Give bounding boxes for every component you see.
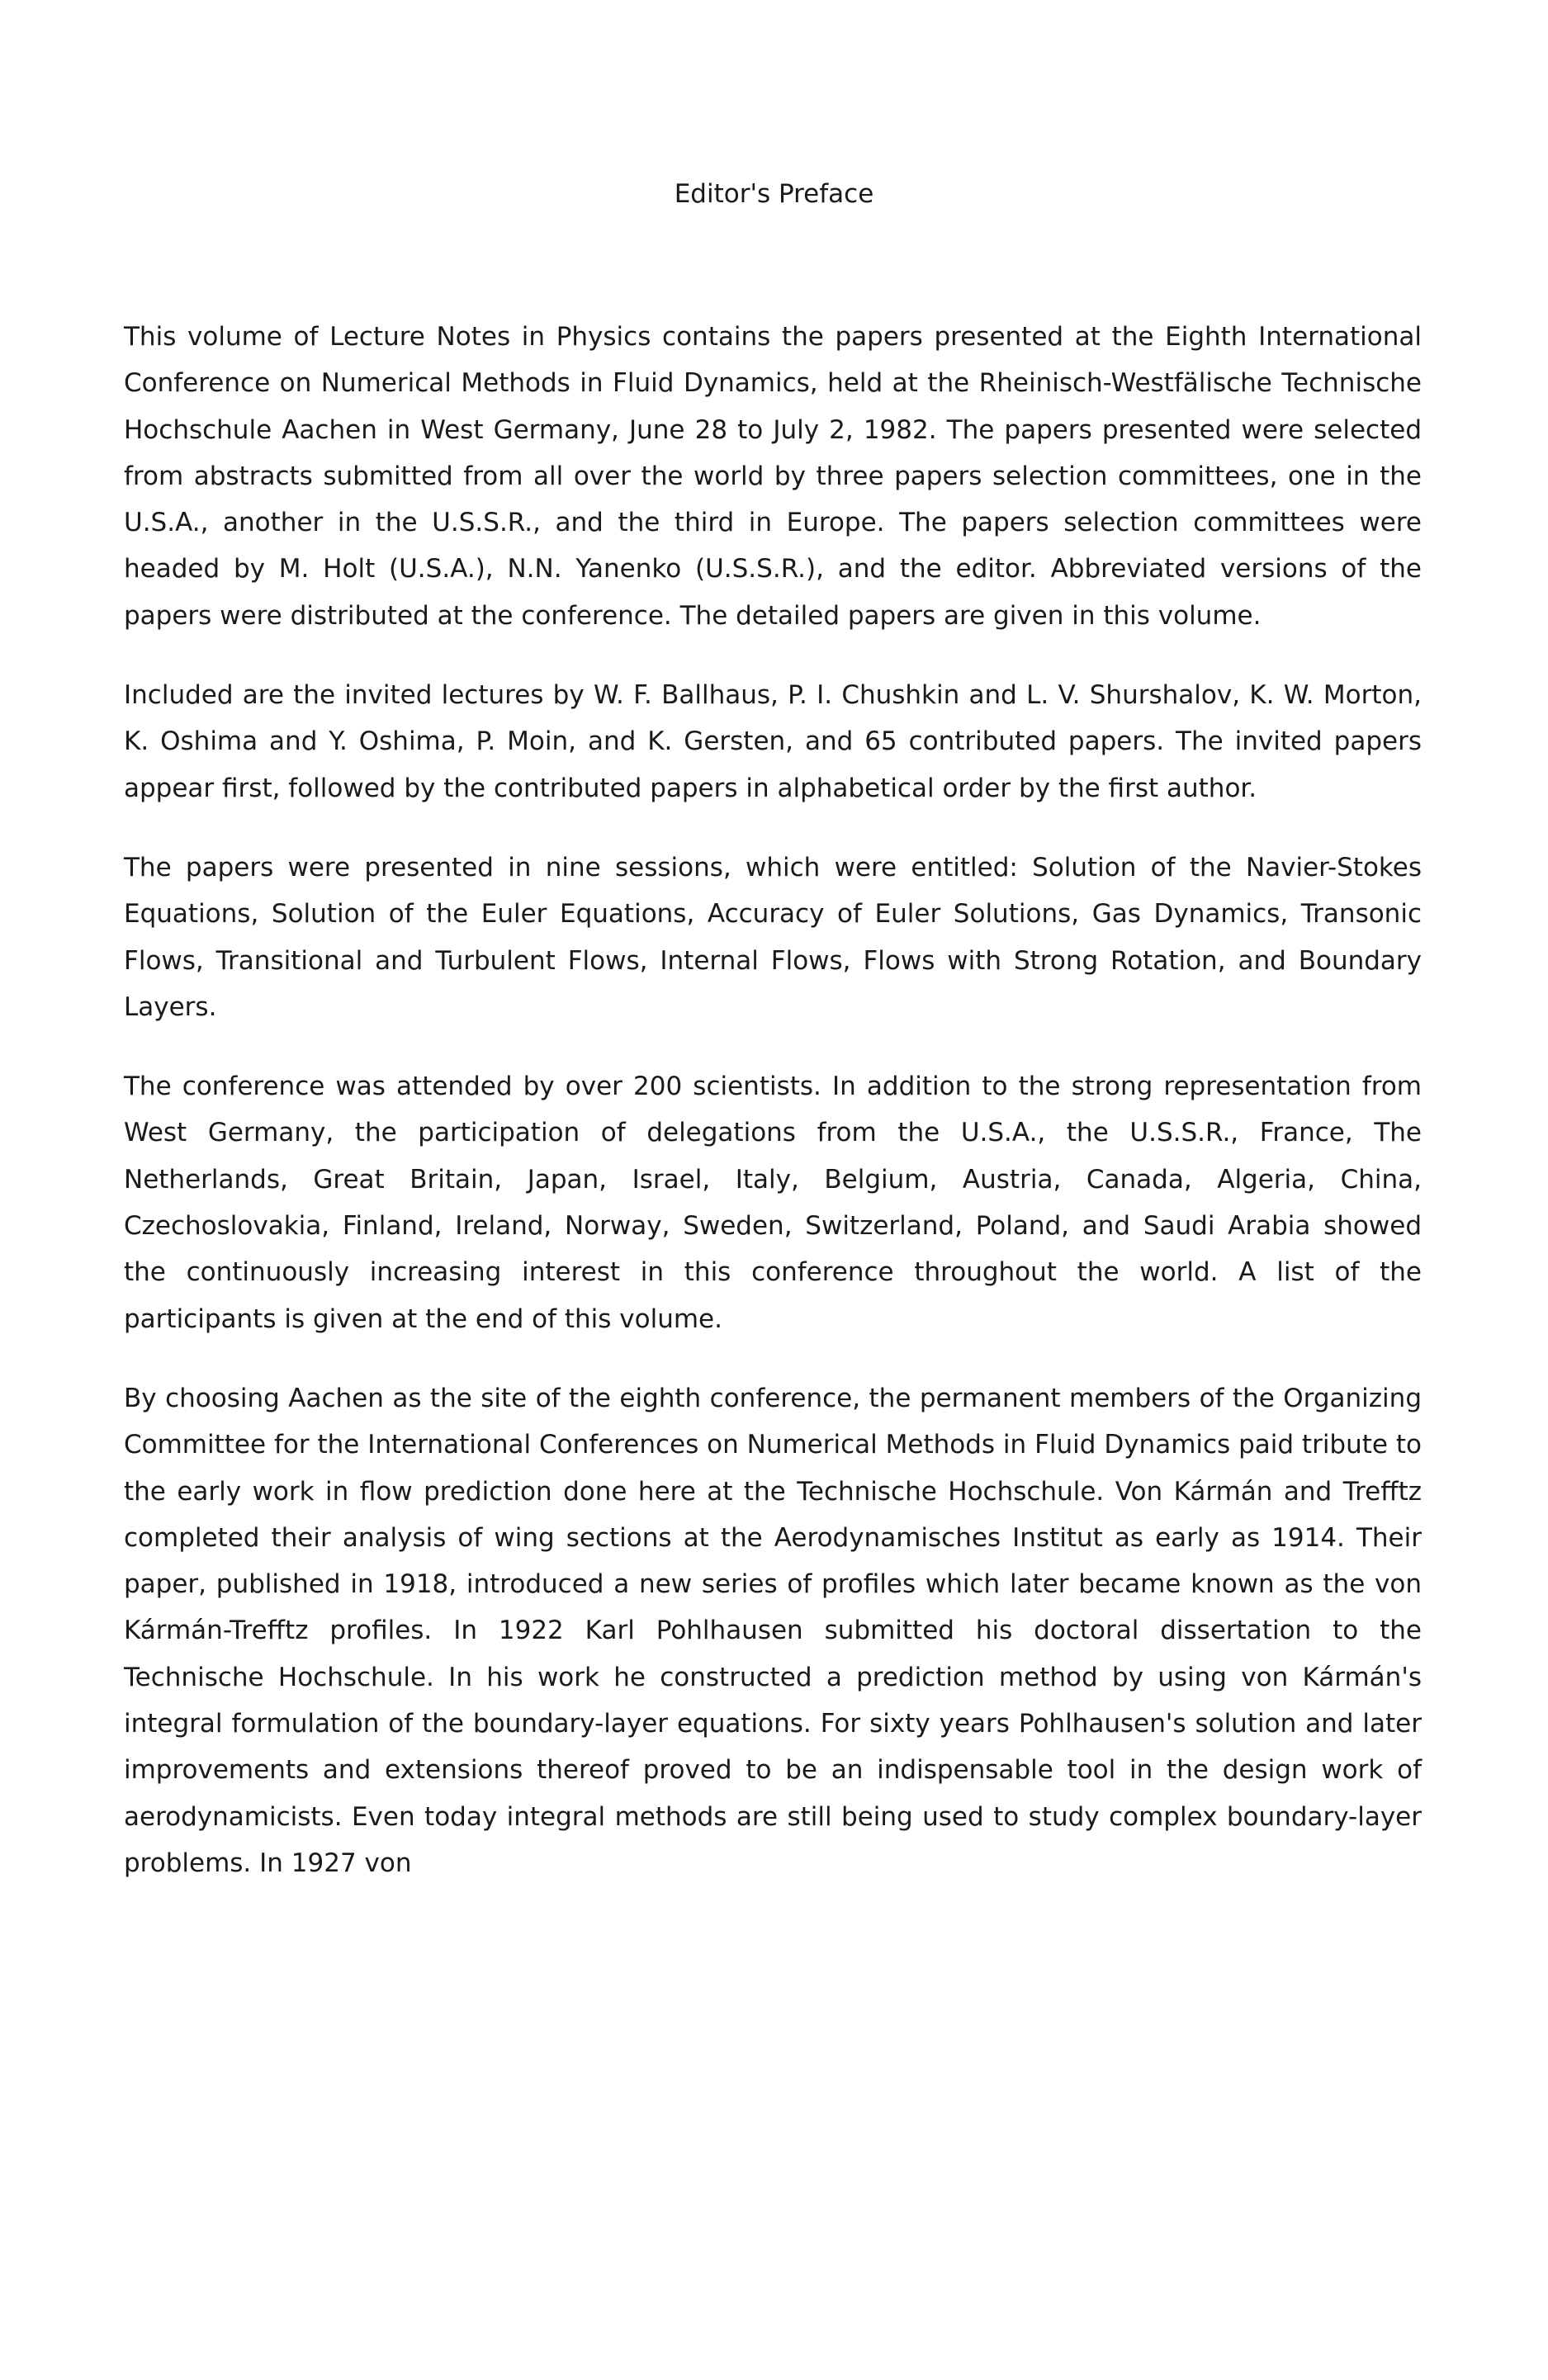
paragraph-5: By choosing Aachen as the site of the eighth conference, the permanent members of the Organizing Committee for the International Conferences on Numerical Methods in Fluid Dynamics paid tribute to the early work in flow prediction done here at the Technische Hochschule. Von Kármán and Trefftz completed their analysis of wing sections at the Aerodynamisches Institut as early as 1914. Their paper, published in 1918, introduced a new series of profiles which later became known as the von Kármán-Trefftz profiles. In 1922 Karl Pohlhausen submitted his doctoral dissertation to the Technische Hochschule. In his work he constructed a prediction method by using von Kármán's integral formulation of the boundary-layer equations. For sixty years Pohlhausen's solution and later improvements and extensions thereof proved to be an indispensable tool in the design work of aerodynamicists. Even today integral methods are still being used to study complex boundary-layer problems. In 1927 von <box>124 1383 1422 1878</box>
paragraph-2: Included are the invited lectures by W. F. Ballhaus, P. I. Chushkin and L. V. Shurshalov, K. W. Morton, K. Oshima and Y. Oshima, P. Moin, and K. Gersten, and 65 contributed papers. The invited papers appear first, followed by the contributed papers in alphabetical order by the first author. <box>124 680 1422 803</box>
paragraph-3: The papers were presented in nine sessions, which were entitled: Solution of the Navier-Stokes Equations, Solution of the Euler Equations, Accuracy of Euler Solutions, Gas Dynamics, Transonic Flows, Transitional and Turbulent Flows, Internal Flows, Flows with Strong Rotation, and Boundary Layers. <box>124 852 1422 1022</box>
page-title: Editor's Preface <box>674 179 874 209</box>
paragraph-1: This volume of Lecture Notes in Physics contains the papers presented at the Eighth International Conference on Numerical Methods in Fluid Dynamics, held at the Rheinisch-Westfälische Technische Hochschule Aachen in West Germany, June 28 to July 2, 1982. The papers presented were selected from abstracts submitted from all over the world by three papers selection committees, one in the U.S.A., another in the U.S.S.R., and the third in Europe. The papers selection committees were headed by M. Holt (U.S.A.), N.N. Yanenko (U.S.S.R.), and the editor. Abbreviated versions of the papers were distributed at the conference. The detailed papers are given in this volume. <box>124 322 1422 631</box>
paragraph-4: The conference was attended by over 200 scientists. In addition to the strong representation from West Germany, the participation of delegations from the U.S.A., the U.S.S.R., France, The Netherlands, Great Britain, Japan, Israel, Italy, Belgium, Austria, Canada, Algeria, China, Czechoslovakia, Finland, Ireland, Norway, Sweden, Switzerland, Poland, and Saudi Arabia showed the continuously increasing interest in this conference throughout the world. A list of the participants is given at the end of this volume. <box>124 1072 1422 1334</box>
preface-body <box>124 314 1422 1919</box>
